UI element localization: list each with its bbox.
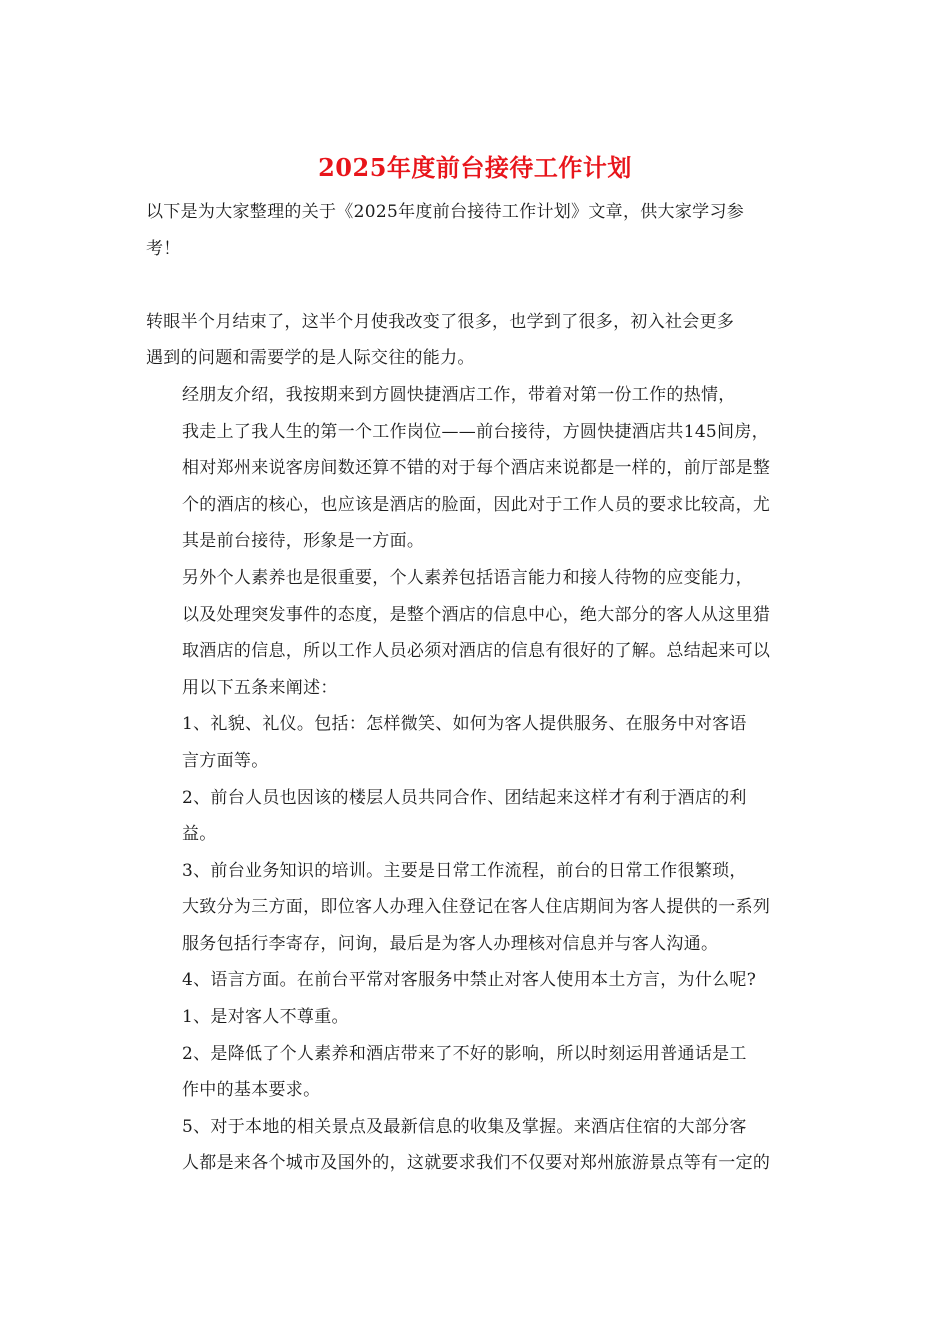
body-paragraph <box>146 1109 806 1182</box>
paragraph-line: 人都是来各个城市及国外的，这就要求我们不仅要对郑州旅游景点等有一定的 <box>182 1153 771 1174</box>
body-paragraph <box>146 706 806 779</box>
body-paragraph <box>146 377 806 560</box>
paragraph-line: 以及处理突发事件的态度，是整个酒店的信息中心，绝大部分的客人从这里猎 <box>182 604 771 625</box>
body-paragraph <box>146 780 806 853</box>
intro-paragraph <box>146 194 806 267</box>
body-paragraph <box>146 304 806 377</box>
body-paragraph <box>146 962 806 999</box>
paragraph-line: 用以下五条来阐述： <box>182 677 338 698</box>
paragraph-line: 服务包括行李寄存，问询，最后是为客人办理核对信息并与客人沟通。 <box>182 933 719 954</box>
paragraph-line: 个的酒店的核心，也应该是酒店的脸面，因此对于工作人员的要求比较高，尤 <box>182 494 771 515</box>
paragraph-line: 1、礼貌、礼仪。包括：怎样微笑、如何为客人提供服务、在服务中对客语 <box>182 714 747 735</box>
document-body <box>146 194 806 1182</box>
document-title: 2025年度前台接待工作计划 <box>318 153 632 182</box>
paragraph-line: 大致分为三方面，即位客人办理入住登记在客人住店期间为客人提供的一系列 <box>182 897 771 918</box>
paragraph-line: 遇到的问题和需要学的是人际交往的能力。 <box>146 348 475 369</box>
paragraph-line: 其是前台接待，形象是一方面。 <box>182 531 425 552</box>
paragraph-line: 相对郑州来说客房间数还算不错的对于每个酒店来说都是一样的，前厅部是整 <box>182 458 771 479</box>
intro-line: 以下是为大家整理的关于《2025年度前台接待工作计划》文章，供大家学习参 <box>146 202 745 222</box>
paragraph-line: 2、前台人员也因该的楼层人员共同合作、团结起来这样才有利于酒店的利 <box>182 787 747 808</box>
body-paragraph <box>146 999 806 1036</box>
paragraph-line: 取酒店的信息，所以工作人员必须对酒店的信息有很好的了解。总结起来可以 <box>182 641 771 662</box>
paragraph-line: 言方面等。 <box>182 750 269 771</box>
body-paragraph <box>146 853 806 963</box>
blank-line <box>146 267 806 304</box>
paragraph-line: 1、是对客人不尊重。 <box>182 1007 349 1028</box>
paragraph-line: 转眼半个月结束了，这半个月使我改变了很多，也学到了很多，初入社会更多 <box>146 311 735 332</box>
paragraph-line: 3、前台业务知识的培训。主要是日常工作流程，前台的日常工作很繁琐， <box>182 860 747 881</box>
paragraph-line: 经朋友介绍，我按期来到方圆快捷酒店工作，带着对第一份工作的热情， <box>182 384 736 405</box>
paragraph-list <box>146 304 806 1182</box>
paragraph-line: 另外个人素养也是很重要，个人素养包括语言能力和接人待物的应变能力， <box>182 567 753 588</box>
paragraph-line: 2、是降低了个人素养和酒店带来了不好的影响，所以时刻运用普通话是工 <box>182 1043 747 1064</box>
body-paragraph <box>146 1036 806 1109</box>
body-paragraph <box>146 560 806 706</box>
intro-line: 考！ <box>146 238 181 259</box>
paragraph-line: 益。 <box>182 824 217 845</box>
paragraph-line: 4、语言方面。在前台平常对客服务中禁止对客人使用本土方言，为什么呢? <box>182 970 757 991</box>
paragraph-line: 作中的基本要求。 <box>182 1080 321 1101</box>
paragraph-line: 5、对于本地的相关景点及最新信息的收集及掌握。来酒店住宿的大部分客 <box>182 1116 747 1137</box>
paragraph-line: 我走上了我人生的第一个工作岗位——前台接待，方圆快捷酒店共145间房， <box>182 421 769 442</box>
